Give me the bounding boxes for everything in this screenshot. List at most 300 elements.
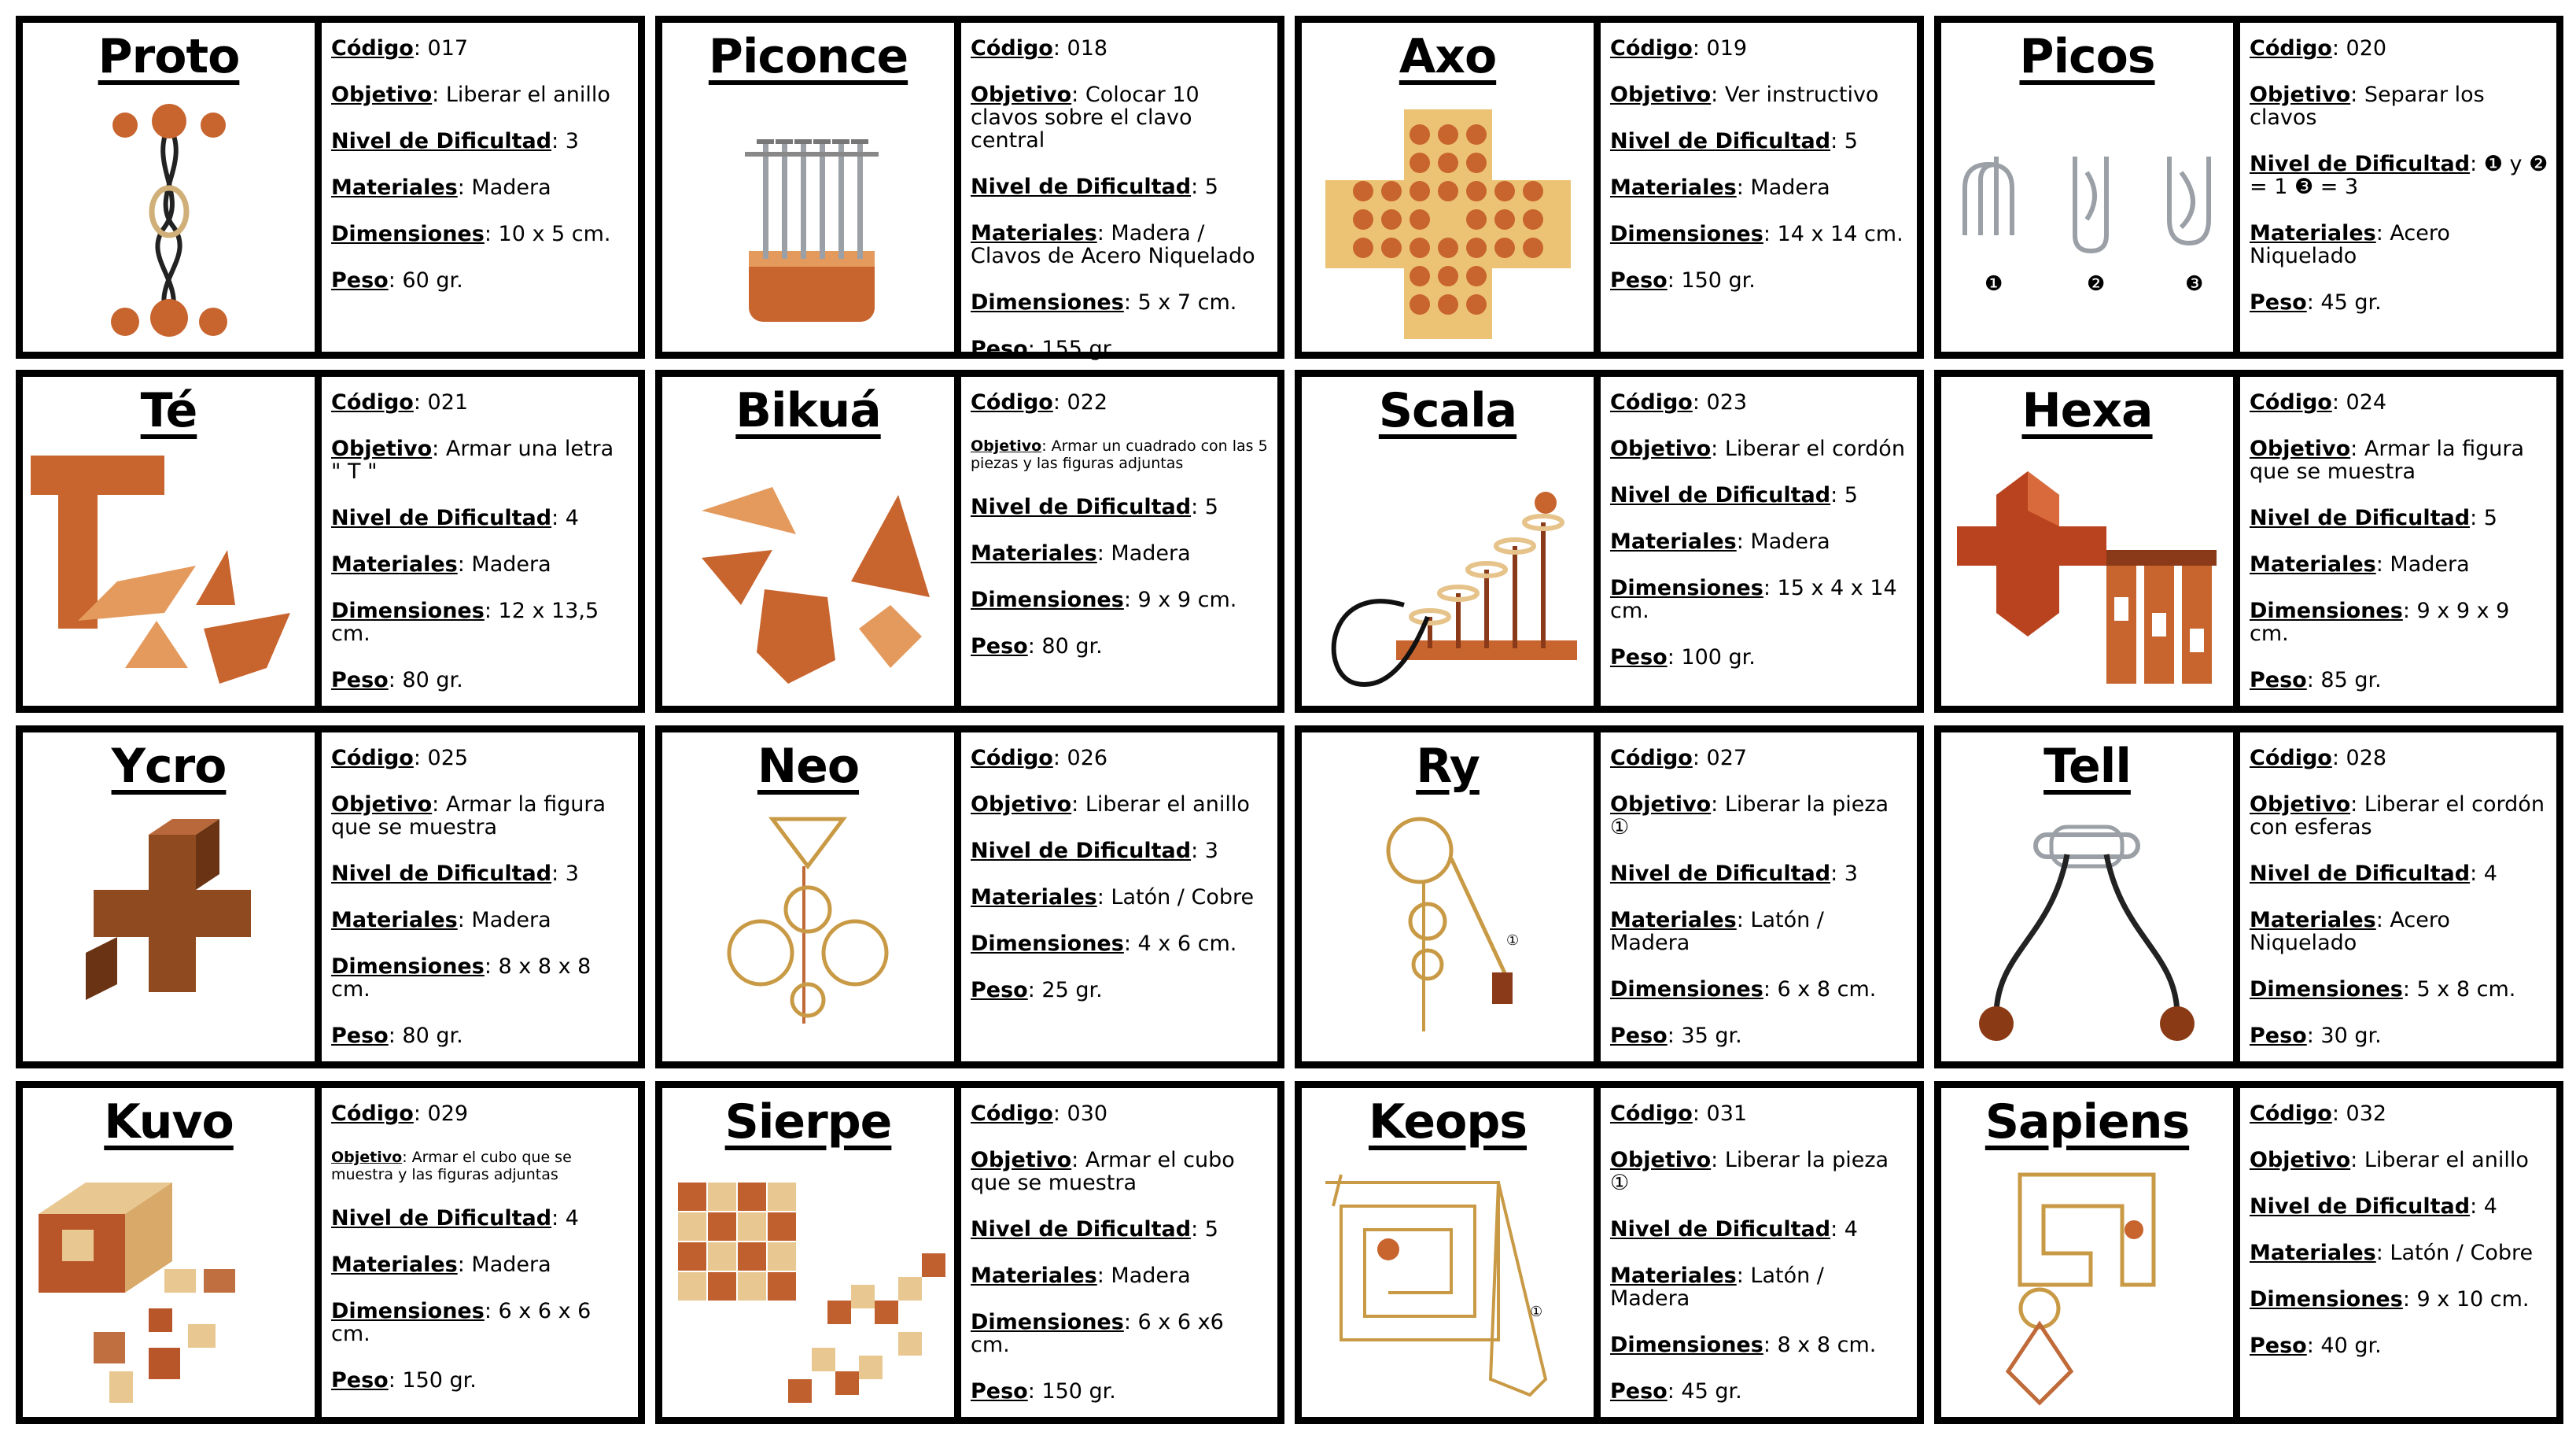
- marker-1: ❶: [1985, 272, 2003, 296]
- card-details: [1610, 1102, 1909, 1409]
- objetivo-value: Ver instructivo: [1724, 83, 1879, 107]
- nivel-label: Nivel de Dificultad: [971, 839, 1192, 863]
- objetivo-row: Objetivo: Liberar el anillo: [971, 792, 1250, 817]
- materiales-label: Materiales: [971, 1264, 1097, 1288]
- peso-value: 155 gr.: [1041, 337, 1116, 361]
- peso-value: 150 gr.: [1681, 268, 1756, 293]
- materiales-row: Materiales: Acero Niquelado: [2250, 221, 2450, 268]
- peso-label: Peso: [971, 978, 1028, 1002]
- puzzle-card-032: [1934, 1081, 2563, 1424]
- codigo-row: Código: 028: [2250, 746, 2387, 770]
- codigo-value: 029: [427, 1101, 469, 1126]
- card-details: [2250, 1102, 2548, 1409]
- objetivo-row: Objetivo: Armar una letra " T ": [331, 437, 614, 484]
- objetivo-value: Liberar el cordón con esferas: [2250, 792, 2545, 839]
- materiales-row: Materiales: Madera: [331, 1253, 551, 1277]
- materiales-label: Materiales: [971, 885, 1097, 910]
- card-image-panel: [1941, 23, 2240, 352]
- card-image-panel: [23, 732, 322, 1061]
- card-details: [1610, 391, 1909, 698]
- card-image-panel: [1302, 23, 1601, 352]
- codigo-label: Código: [971, 390, 1053, 415]
- card-image-panel: [662, 732, 961, 1061]
- puzzle-card-024: [1934, 370, 2563, 713]
- materiales-label: Materiales: [331, 1253, 458, 1277]
- nivel-label: Nivel de Dificultad: [2250, 862, 2471, 886]
- objetivo-value: Armar el cubo que se muestra y las figuras adjuntas: [331, 1149, 572, 1183]
- dimensiones-label: Dimensiones: [1610, 1333, 1763, 1357]
- objetivo-label: Objetivo: [331, 437, 433, 461]
- burr-puzzle-pieces: [1949, 448, 2226, 699]
- nivel-label: Nivel de Dificultad: [2250, 1194, 2471, 1219]
- card-details: [331, 391, 630, 698]
- materiales-value: Acero Niquelado: [2250, 221, 2450, 268]
- codigo-value: 020: [2346, 36, 2387, 61]
- codigo-label: Código: [331, 36, 414, 61]
- dimensiones-value: 6 x 6 x 6 cm.: [331, 1299, 591, 1346]
- objetivo-label: Objetivo: [2250, 437, 2351, 461]
- objetivo-value: Armar una letra " T ": [331, 437, 614, 484]
- objetivo-label: Objetivo: [331, 83, 433, 107]
- materiales-value: Madera: [1111, 1264, 1191, 1288]
- codigo-label: Código: [1610, 36, 1693, 61]
- peso-row: Peso: 80 gr.: [331, 1024, 463, 1048]
- puzzle-name: Piconce: [708, 29, 908, 84]
- objetivo-label: Objetivo: [971, 83, 1072, 107]
- codigo-value: 030: [1067, 1101, 1108, 1126]
- materiales-label: Materiales: [1610, 529, 1737, 554]
- dimensiones-label: Dimensiones: [1610, 977, 1763, 1002]
- nivel-value: 3: [1204, 839, 1218, 863]
- card-image-panel: [662, 1088, 961, 1417]
- dimensiones-label: Dimensiones: [331, 954, 485, 979]
- peso-label: Peso: [1610, 645, 1668, 670]
- card-image-panel: [23, 1088, 322, 1417]
- peso-label: Peso: [1610, 268, 1668, 293]
- peso-value: 35 gr.: [1681, 1024, 1742, 1048]
- nivel-value: 5: [1204, 1217, 1218, 1242]
- wooden-ring-rope-puzzle: [31, 94, 308, 345]
- puzzle-name: Sierpe: [724, 1094, 892, 1149]
- puzzle-card-018: [655, 16, 1284, 359]
- objetivo-row: Objetivo: Liberar el anillo: [331, 83, 610, 107]
- peso-row: Peso: 40 gr.: [2250, 1334, 2382, 1358]
- peso-row: Peso: 35 gr.: [1610, 1024, 1742, 1048]
- codigo-value: 024: [2346, 390, 2387, 415]
- codigo-label: Código: [971, 36, 1053, 61]
- objetivo-row: Objetivo: Liberar el cordón: [1610, 437, 1905, 461]
- dimensiones-label: Dimensiones: [971, 290, 1124, 315]
- t-letter-pieces: [31, 448, 308, 699]
- codigo-row: Código: 024: [2250, 390, 2387, 415]
- puzzle-name: Proto: [98, 29, 240, 84]
- peso-label: Peso: [331, 1024, 389, 1048]
- materiales-label: Materiales: [331, 175, 458, 200]
- materiales-label: Materiales: [971, 541, 1097, 566]
- materiales-label: Materiales: [971, 221, 1097, 245]
- dimensiones-label: Dimensiones: [2250, 977, 2403, 1002]
- codigo-label: Código: [2250, 390, 2332, 415]
- peso-value: 80 gr.: [402, 1024, 463, 1048]
- wooden-cube-pieces: [31, 1159, 308, 1411]
- codigo-label: Código: [331, 746, 414, 770]
- materiales-label: Materiales: [331, 552, 458, 577]
- codigo-label: Código: [2250, 1101, 2332, 1126]
- codigo-row: Código: 022: [971, 390, 1108, 415]
- objetivo-value: Liberar la pieza ①: [1610, 792, 1889, 839]
- peso-value: 150 gr.: [1041, 1379, 1116, 1404]
- codigo-label: Código: [331, 390, 414, 415]
- snake-cube: [670, 1159, 947, 1411]
- codigo-row: Código: 020: [2250, 36, 2387, 61]
- dimensiones-value: 9 x 10 cm.: [2416, 1287, 2530, 1312]
- card-image-panel: [23, 377, 322, 706]
- peso-label: Peso: [971, 634, 1028, 659]
- card-image-panel: [23, 23, 322, 352]
- nivel-row: Nivel de Dificultad: 3: [971, 839, 1218, 863]
- puzzle-name: Scala: [1378, 383, 1517, 438]
- nivel-row: Nivel de Dificultad: 5: [1610, 129, 1858, 153]
- puzzle-name: Neo: [757, 739, 860, 794]
- objetivo-value: Liberar la pieza ①: [1610, 1148, 1889, 1195]
- nivel-row: Nivel de Dificultad: 5: [971, 175, 1218, 199]
- puzzle-card-026: [655, 725, 1284, 1068]
- objetivo-row: Objetivo: Armar la figura que se muestra: [2250, 437, 2525, 484]
- objetivo-label: Objetivo: [1610, 437, 1712, 461]
- objetivo-row: Objetivo: Liberar el anillo: [2250, 1148, 2529, 1172]
- dimensiones-label: Dimensiones: [331, 1299, 485, 1323]
- wire-maze-puzzle: [1949, 1159, 2226, 1411]
- wire-rings-puzzle: [670, 803, 947, 1055]
- peso-value: 80 gr.: [1041, 634, 1103, 659]
- materiales-value: Madera: [471, 175, 551, 200]
- nivel-row: Nivel de Dificultad: 3: [331, 862, 579, 886]
- codigo-row: Código: 029: [331, 1101, 469, 1126]
- codigo-value: 031: [1706, 1101, 1748, 1126]
- card-details: [331, 747, 630, 1053]
- card-details: [331, 1102, 630, 1409]
- card-image-panel: [1941, 732, 2240, 1061]
- card-details: [1610, 747, 1909, 1053]
- nivel-label: Nivel de Dificultad: [331, 129, 552, 153]
- objetivo-row: Objetivo: Armar un cuadrado con las 5 piezas y las figuras adjuntas: [971, 437, 1268, 472]
- dimensiones-row: Dimensiones: 9 x 9 cm.: [971, 588, 1237, 612]
- tangram-pieces: [670, 448, 947, 699]
- objetivo-row: Objetivo: Ver instructivo: [1610, 83, 1879, 107]
- puzzle-name: Bikuá: [735, 383, 881, 438]
- materiales-value: Acero Niquelado: [2250, 908, 2450, 955]
- materiales-label: Materiales: [331, 908, 458, 932]
- dimensiones-label: Dimensiones: [971, 588, 1124, 612]
- peso-row: Peso: 85 gr.: [2250, 668, 2382, 692]
- codigo-row: Código: 019: [1610, 36, 1748, 61]
- puzzle-name: Ycro: [111, 739, 227, 794]
- codigo-value: 019: [1706, 36, 1748, 61]
- objetivo-value: Liberar el cordón: [1724, 437, 1905, 461]
- puzzle-name: Hexa: [2021, 383, 2153, 438]
- puzzle-card-017: [16, 16, 645, 359]
- dimensiones-label: Dimensiones: [1610, 576, 1763, 600]
- peso-row: Peso: 80 gr.: [331, 668, 463, 692]
- wooden-cross-burr: [31, 803, 308, 1055]
- objetivo-row: Objetivo: Armar el cubo que se muestra: [971, 1148, 1235, 1195]
- puzzle-card-021: [16, 370, 645, 713]
- materiales-value: Latón / Cobre: [2390, 1241, 2534, 1265]
- puzzle-name: Picos: [2019, 29, 2155, 84]
- dimensiones-value: 5 x 7 cm.: [1137, 290, 1237, 315]
- nivel-row: Nivel de Dificultad: 4: [331, 1206, 579, 1231]
- materiales-label: Materiales: [2250, 552, 2376, 577]
- puzzle-card-029: [16, 1081, 645, 1424]
- objetivo-label: Objetivo: [2250, 1148, 2351, 1172]
- codigo-row: Código: 030: [971, 1101, 1108, 1126]
- nivel-label: Nivel de Dificultad: [331, 1206, 552, 1231]
- dimensiones-row: Dimensiones: 12 x 13,5 cm.: [331, 599, 599, 646]
- codigo-row: Código: 023: [1610, 390, 1748, 415]
- nivel-row: Nivel de Dificultad: 4: [2250, 862, 2497, 886]
- codigo-value: 021: [427, 390, 469, 415]
- puzzle-name: Sapiens: [1985, 1094, 2190, 1149]
- dimensiones-row: Dimensiones: 9 x 10 cm.: [2250, 1287, 2530, 1312]
- peso-label: Peso: [971, 1379, 1028, 1404]
- objetivo-row: Objetivo: Armar la figura que se muestra: [331, 792, 606, 839]
- nivel-label: Nivel de Dificultad: [1610, 129, 1831, 153]
- peso-value: 45 gr.: [1681, 1379, 1742, 1404]
- peso-row: Peso: 150 gr.: [971, 1379, 1116, 1404]
- nivel-label: Nivel de Dificultad: [971, 495, 1192, 519]
- codigo-row: Código: 027: [1610, 746, 1748, 770]
- dimensiones-row: Dimensiones: 5 x 7 cm.: [971, 290, 1237, 315]
- puzzle-card-031: [1295, 1081, 1924, 1424]
- codigo-row: Código: 021: [331, 390, 469, 415]
- objetivo-value: Separar los clavos: [2250, 83, 2485, 130]
- nivel-label: Nivel de Dificultad: [331, 506, 552, 530]
- materiales-value: Madera: [1750, 175, 1830, 200]
- dimensiones-label: Dimensiones: [1610, 222, 1763, 246]
- dimensiones-value: 14 x 14 cm.: [1777, 222, 1903, 246]
- peso-value: 60 gr.: [402, 268, 463, 293]
- materiales-value: Madera: [471, 908, 551, 932]
- codigo-label: Código: [331, 1101, 414, 1126]
- peso-value: 85 gr.: [2320, 668, 2382, 692]
- materiales-row: Materiales: Madera: [971, 1264, 1191, 1288]
- materiales-row: Materiales: Madera: [331, 175, 551, 200]
- dimensiones-row: Dimensiones: 4 x 6 cm.: [971, 932, 1237, 956]
- nivel-row: Nivel de Dificultad: 5: [1610, 483, 1858, 507]
- objetivo-value: Armar el cubo que se muestra: [971, 1148, 1235, 1195]
- puzzle-card-030: [655, 1081, 1284, 1424]
- peso-label: Peso: [2250, 668, 2307, 692]
- dimensiones-value: 8 x 8 x 8 cm.: [331, 954, 591, 1002]
- peso-label: Peso: [2250, 290, 2307, 315]
- puzzle-card-027: [1295, 725, 1924, 1068]
- marker-2: ❷: [2087, 272, 2106, 296]
- objetivo-value: Liberar el anillo: [445, 83, 610, 107]
- dimensiones-value: 15 x 4 x 14 cm.: [1610, 576, 1897, 623]
- codigo-label: Código: [971, 746, 1053, 770]
- ladder-rings-puzzle: [1310, 448, 1587, 699]
- card-image-panel: [1302, 377, 1601, 706]
- peso-label: Peso: [1610, 1024, 1668, 1048]
- codigo-row: Código: 018: [971, 36, 1108, 61]
- objetivo-label: Objetivo: [1610, 83, 1712, 107]
- nails-on-wood-block: [670, 94, 947, 345]
- codigo-label: Código: [1610, 746, 1693, 770]
- nivel-value: 5: [1204, 495, 1218, 519]
- materiales-row: Materiales: Madera: [2250, 552, 2470, 577]
- codigo-row: Código: 032: [2250, 1101, 2387, 1126]
- dimensiones-value: 10 x 5 cm.: [498, 222, 611, 246]
- card-image-panel: [1302, 1088, 1601, 1417]
- materiales-value: Latón / Madera: [1610, 1264, 1824, 1311]
- materiales-label: Materiales: [2250, 221, 2376, 245]
- codigo-label: Código: [971, 1101, 1053, 1126]
- dimensiones-row: Dimensiones: 6 x 6 x6 cm.: [971, 1310, 1224, 1357]
- dimensiones-value: 9 x 9 cm.: [1137, 588, 1237, 612]
- card-image-panel: [1941, 1088, 2240, 1417]
- puzzle-card-023: [1295, 370, 1924, 713]
- objetivo-label: Objetivo: [1610, 792, 1712, 817]
- nivel-value: 3: [1844, 862, 1858, 886]
- codigo-value: 017: [427, 36, 469, 61]
- puzzle-name: Kuvo: [104, 1094, 234, 1149]
- objetivo-value: Liberar el anillo: [1085, 792, 1250, 817]
- materiales-value: Latón / Madera: [1610, 908, 1824, 955]
- peso-value: 30 gr.: [2320, 1024, 2382, 1048]
- codigo-value: 032: [2346, 1101, 2387, 1126]
- nivel-value: 4: [565, 1206, 579, 1231]
- nivel-label: Nivel de Dificultad: [1610, 483, 1831, 507]
- materiales-value: Madera: [471, 552, 551, 577]
- card-details: [971, 391, 1270, 698]
- card-details: [971, 36, 1270, 361]
- cord-spheres-puzzle: [1949, 803, 2226, 1055]
- nivel-value: 4: [2483, 1194, 2497, 1219]
- peso-value: 100 gr.: [1681, 645, 1756, 670]
- peg-solitaire-board: [1310, 94, 1587, 345]
- codigo-label: Código: [1610, 390, 1693, 415]
- nivel-label: Nivel de Dificultad: [2250, 152, 2471, 176]
- codigo-label: Código: [1610, 1101, 1693, 1126]
- peso-row: Peso: 60 gr.: [331, 268, 463, 293]
- codigo-value: 027: [1706, 746, 1748, 770]
- dimensiones-label: Dimensiones: [971, 1310, 1124, 1334]
- objetivo-row: Objetivo: Separar los clavos: [2250, 83, 2485, 130]
- peso-value: 80 gr.: [402, 668, 463, 692]
- materiales-value: Madera / Clavos de Acero Niquelado: [971, 221, 1255, 268]
- nivel-value: 4: [565, 506, 579, 530]
- materiales-row: Materiales: Madera: [1610, 175, 1830, 200]
- codigo-label: Código: [2250, 746, 2332, 770]
- peso-value: 40 gr.: [2320, 1334, 2382, 1358]
- materiales-row: Materiales: Latón / Madera: [1610, 1264, 1824, 1311]
- dimensiones-value: 5 x 8 cm.: [2416, 977, 2516, 1002]
- peso-label: Peso: [1610, 1379, 1668, 1404]
- puzzle-name: Té: [140, 383, 197, 438]
- dimensiones-value: 12 x 13,5 cm.: [331, 599, 599, 646]
- codigo-row: Código: 026: [971, 746, 1108, 770]
- objetivo-label: Objetivo: [2250, 792, 2351, 817]
- materiales-label: Materiales: [1610, 175, 1737, 200]
- codigo-value: 022: [1067, 390, 1108, 415]
- objetivo-label: Objetivo: [331, 1149, 403, 1166]
- objetivo-row: Objetivo: Colocar 10 clavos sobre el clavo central: [971, 83, 1200, 153]
- nivel-label: Nivel de Dificultad: [331, 862, 552, 886]
- materiales-row: Materiales: Latón / Cobre: [971, 885, 1255, 910]
- objetivo-value: Colocar 10 clavos sobre el clavo central: [971, 83, 1200, 153]
- card-details: [971, 747, 1270, 1053]
- codigo-value: 023: [1706, 390, 1748, 415]
- nivel-label: Nivel de Dificultad: [1610, 1217, 1831, 1242]
- materiales-label: Materiales: [1610, 908, 1737, 932]
- nivel-value: 5: [1204, 175, 1218, 199]
- peso-row: Peso: 155 gr.: [971, 337, 1116, 361]
- peso-row: Peso: 150 gr.: [331, 1368, 477, 1393]
- codigo-row: Código: 017: [331, 36, 469, 61]
- dimensiones-value: 4 x 6 cm.: [1137, 932, 1237, 956]
- objetivo-row: Objetivo: Liberar el cordón con esferas: [2250, 792, 2545, 839]
- nivel-value: 5: [1844, 129, 1858, 153]
- objetivo-row: Objetivo: Liberar la pieza ①: [1610, 1148, 1889, 1195]
- dimensiones-value: 9 x 9 x 9 cm.: [2250, 599, 2510, 646]
- dimensiones-row: Dimensiones: 6 x 8 cm.: [1610, 977, 1877, 1002]
- marker-1: ①: [1506, 932, 1520, 949]
- nivel-value: 3: [565, 862, 579, 886]
- card-details: [1610, 37, 1909, 344]
- materiales-row: Materiales: Acero Niquelado: [2250, 908, 2450, 955]
- nivel-row: Nivel de Dificultad: 5: [971, 495, 1218, 519]
- dimensiones-row: Dimensiones: 15 x 4 x 14 cm.: [1610, 576, 1897, 623]
- materiales-value: Madera: [1111, 541, 1191, 566]
- card-image-panel: [662, 23, 961, 352]
- wire-ring-stick-puzzle: [1310, 803, 1587, 1055]
- nivel-row: Nivel de Dificultad: ❶ y ❷ = 1 ❸ = 3: [2250, 152, 2548, 199]
- peso-row: Peso: 30 gr.: [2250, 1024, 2382, 1048]
- materiales-label: Materiales: [1610, 1264, 1737, 1288]
- materiales-row: Materiales: Madera / Clavos de Acero Niquelado: [971, 221, 1255, 268]
- card-details: [2250, 37, 2548, 344]
- peso-label: Peso: [331, 268, 389, 293]
- peso-row: Peso: 25 gr.: [971, 978, 1103, 1002]
- nivel-row: Nivel de Dificultad: 4: [331, 506, 579, 530]
- peso-row: Peso: 100 gr.: [1610, 645, 1756, 670]
- dimensiones-row: Dimensiones: 6 x 6 x 6 cm.: [331, 1299, 591, 1346]
- materiales-value: Latón / Cobre: [1111, 885, 1255, 910]
- materiales-label: Materiales: [2250, 908, 2376, 932]
- peso-label: Peso: [331, 1368, 389, 1393]
- card-details: [2250, 391, 2548, 698]
- spiral-wire-puzzle: [1310, 1159, 1587, 1411]
- marker-1: ①: [1530, 1304, 1543, 1320]
- card-image-panel: [662, 377, 961, 706]
- nivel-row: Nivel de Dificultad: 3: [1610, 862, 1858, 886]
- materiales-row: Materiales: Latón / Madera: [1610, 908, 1824, 955]
- materiales-row: Materiales: Madera: [971, 541, 1191, 566]
- materiales-value: Madera: [471, 1253, 551, 1277]
- materiales-value: Madera: [1750, 529, 1830, 554]
- nivel-row: Nivel de Dificultad: 3: [331, 129, 579, 153]
- nivel-value: ❶ y ❷ = 1 ❸ = 3: [2250, 152, 2548, 199]
- puzzle-name: Axo: [1399, 29, 1497, 84]
- peso-row: Peso: 45 gr.: [1610, 1379, 1742, 1404]
- dimensiones-row: Dimensiones: 5 x 8 cm.: [2250, 977, 2516, 1002]
- dimensiones-row: Dimensiones: 14 x 14 cm.: [1610, 222, 1903, 246]
- dimensiones-row: Dimensiones: 8 x 8 x 8 cm.: [331, 954, 591, 1002]
- puzzle-card-028: [1934, 725, 2563, 1068]
- puzzle-name: Tell: [2043, 739, 2131, 794]
- objetivo-label: Objetivo: [1610, 1148, 1712, 1172]
- codigo-value: 028: [2346, 746, 2387, 770]
